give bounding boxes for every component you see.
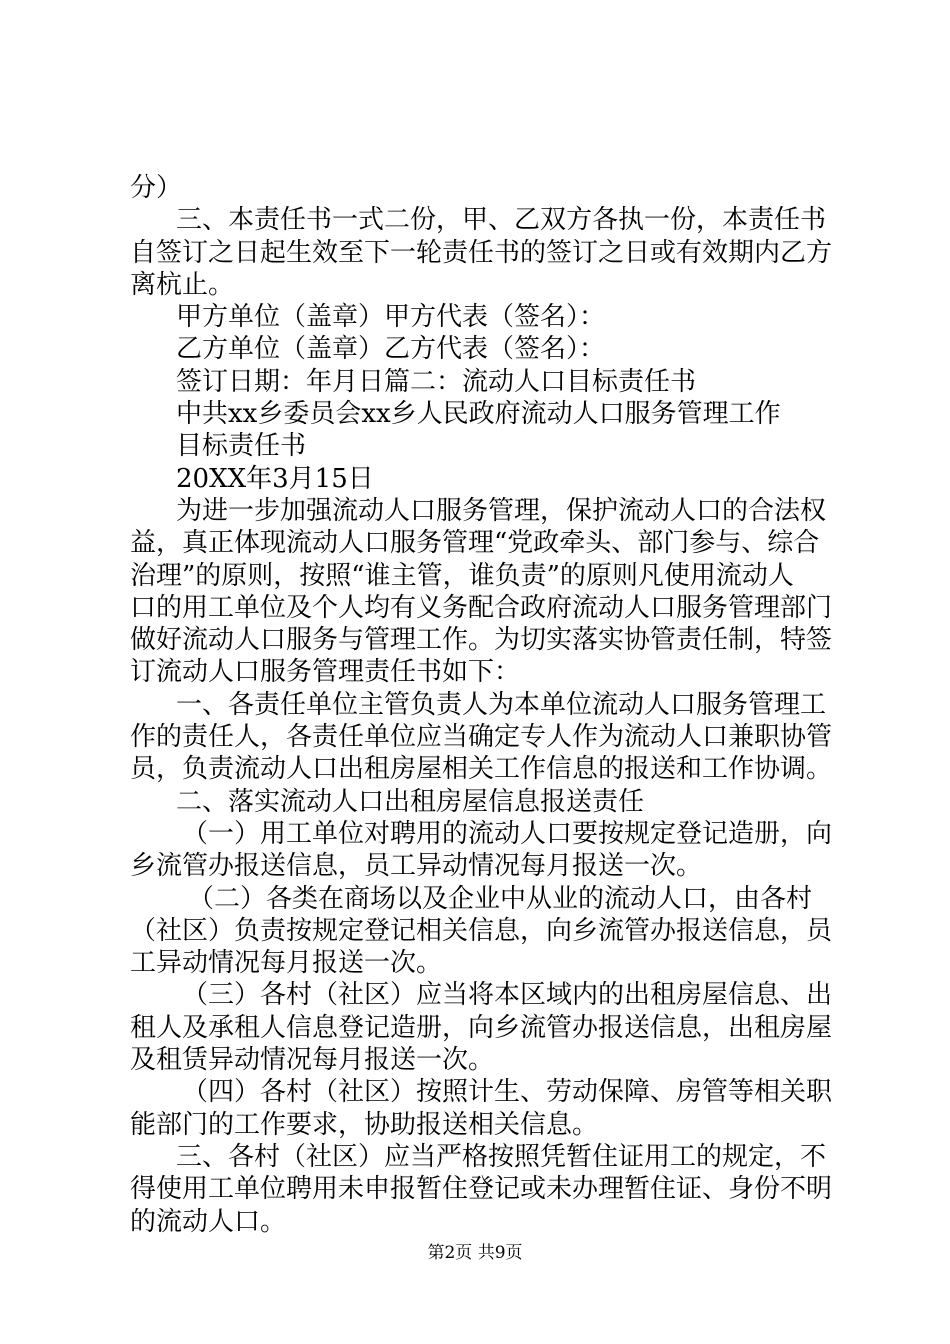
- text-line: 员，负责流动人口出租房屋相关工作信息的报送和工作协调。: [130, 754, 833, 785]
- text-line: 订流动人口服务管理责任书如下：: [130, 657, 521, 688]
- text-line: 租人及承租人信息登记造册，向乡流管办报送信息，出租房屋: [130, 1012, 833, 1043]
- text-line: （四）各村（社区）按照计生、劳动保障、房管等相关职: [182, 1077, 833, 1108]
- text-line: 签订日期：年月日篇二：流动人口目标责任书: [176, 366, 697, 397]
- text-line: 及租赁异动情况每月报送一次。: [130, 1045, 495, 1076]
- text-line: 20XX年3月15日: [176, 463, 374, 494]
- text-line: 做好流动人口服务与管理工作。为切实落实协管责任制，特签: [130, 625, 833, 656]
- document-body: [130, 172, 833, 1238]
- text-line: （一）用工单位对聘用的流动人口要按规定登记造册，向: [182, 818, 833, 849]
- text-line: 一、各责任单位主管负责人为本单位流动人口服务管理工: [176, 689, 827, 720]
- text-line: 甲方单位（盖章）甲方代表（签名）：: [176, 302, 606, 333]
- text-line: 三、本责任书一式二份，甲、乙双方各执一份，本责任书: [176, 205, 827, 236]
- text-line: 口的用工单位及个人均有义务配合政府流动人口服务管理部门: [130, 592, 833, 623]
- text-line: 二、落实流动人口出租房屋信息报送责任: [176, 786, 645, 817]
- text-line: 得使用工单位聘用未申报暂住登记或未办理暂住证、身份不明: [130, 1174, 833, 1205]
- text-line: 治理”的原则，按照“谁主管，谁负责”的原则凡使用流动人: [130, 560, 794, 591]
- text-line: 的流动人口。: [130, 1206, 287, 1237]
- text-line: （二）各类在商场以及企业中从业的流动人口，由各村: [188, 883, 813, 914]
- text-line: 乙方单位（盖章）乙方代表（签名）：: [176, 334, 606, 365]
- text-line: 自签订之日起生效至下一轮责任书的签订之日或有效期内乙方: [130, 237, 833, 268]
- text-line: 工异动情况每月报送一次。: [130, 948, 443, 979]
- text-line: 中共xx乡委员会xx乡人民政府流动人口服务管理工作: [176, 399, 781, 430]
- text-line: 目标责任书: [176, 431, 307, 462]
- text-line: 能部门的工作要求，协助报送相关信息。: [130, 1109, 599, 1140]
- text-line: 分）: [130, 173, 183, 203]
- text-line: （社区）负责按规定登记相关信息，向乡流管办报送信息，员: [130, 915, 833, 946]
- text-line: 为进一步加强流动人口服务管理，保护流动人口的合法权: [176, 495, 827, 526]
- text-line: 离杭止。: [130, 269, 235, 300]
- text-line: 益，真正体现流动人口服务管理“党政牵头、部门参与、综合: [130, 528, 820, 559]
- text-line: （三）各村（社区）应当将本区域内的出租房屋信息、出: [182, 980, 833, 1011]
- page-number-footer: 第2页 共9页: [427, 1243, 523, 1263]
- text-line: 乡流管办报送信息，员工异动情况每月报送一次。: [130, 851, 703, 882]
- text-line: 作的责任人，各责任单位应当确定专人作为流动人口兼职协管: [130, 722, 833, 753]
- text-line: 三、各村（社区）应当严格按照凭暂住证用工的规定，不: [176, 1141, 827, 1172]
